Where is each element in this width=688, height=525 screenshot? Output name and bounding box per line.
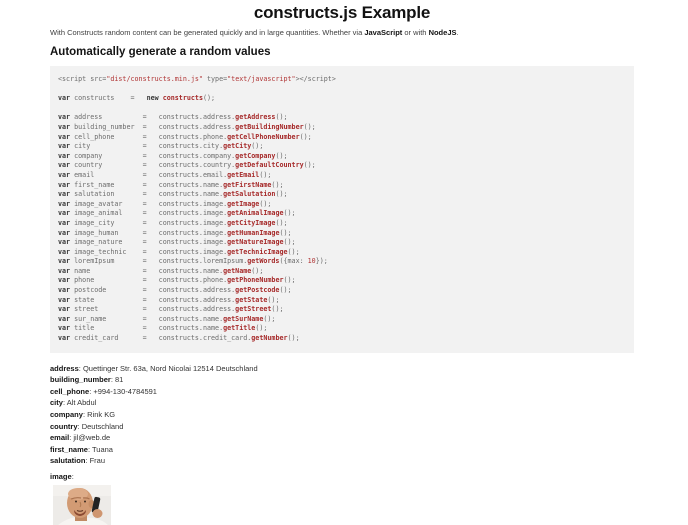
output-value: Rink KG bbox=[87, 410, 116, 419]
code-line: var building_number = constructs.address.getBuildingNumber(); bbox=[58, 122, 316, 131]
output-value: +994-130-4784591 bbox=[93, 386, 157, 396]
output-value: Quettinger Str. 63a, Nord Nicolai 12514 Deutschland bbox=[82, 363, 258, 373]
browser-page-body bbox=[0, 3, 688, 515]
intro-strong-nodejs: NodeJS bbox=[428, 28, 457, 37]
code-line: var image_human = constructs.image.getHumanImage(); bbox=[58, 228, 292, 237]
output-row: cell_phone: +994-130-4784591 bbox=[50, 386, 157, 396]
code-line: var first_name = constructs.name.getFirstName(); bbox=[58, 180, 284, 189]
code-line: var sur_name = constructs.name.getSurName(); bbox=[58, 314, 276, 323]
code-line: var city = constructs.city.getCity(); bbox=[58, 142, 264, 151]
output-row: address: Quettinger Str. 63a, Nord Nicolai 12514 Deutschland bbox=[50, 363, 258, 373]
constructs-example-page bbox=[50, 3, 634, 525]
code-line: var address = constructs.address.getAddress(); bbox=[58, 113, 288, 122]
result-image bbox=[53, 485, 111, 525]
intro-text bbox=[50, 28, 634, 37]
output-key: salutation bbox=[50, 456, 86, 466]
output-row: salutation: Frau bbox=[50, 456, 106, 466]
code-line: var street = constructs.address.getStreet(); bbox=[58, 305, 284, 314]
output-value: Alt Abdul bbox=[66, 398, 97, 408]
output-row: email: jil@web.de bbox=[50, 433, 111, 443]
output-row: building_number: 81 bbox=[50, 375, 124, 385]
output-key: address bbox=[50, 363, 79, 373]
output-key: email bbox=[50, 433, 70, 443]
output-key: company bbox=[50, 410, 83, 419]
intro-strong-javascript: JavaScript bbox=[364, 28, 403, 37]
portrait-photo bbox=[53, 485, 111, 525]
code-line: var email = constructs.email.getEmail(); bbox=[58, 170, 272, 179]
code-line: var title = constructs.name.getTitle(); bbox=[58, 324, 268, 333]
output-row: first_name: Tuana bbox=[50, 444, 113, 454]
code-line: var image_technic = constructs.image.getTechnicImage(); bbox=[58, 247, 300, 256]
output-key: first_name bbox=[50, 444, 88, 454]
code-line: <script src="dist/constructs.min.js" type="text/javascript"></script> bbox=[58, 75, 336, 83]
output-key: city bbox=[50, 398, 63, 408]
output-value: jil@web.de bbox=[73, 433, 111, 443]
output-row: city: Alt Abdul bbox=[50, 398, 97, 408]
output-value: Frau bbox=[89, 456, 106, 466]
output-key: country bbox=[50, 421, 78, 431]
code-line: var constructs = new constructs(); bbox=[58, 94, 216, 103]
intro-text-2: or with bbox=[402, 28, 429, 37]
output-key: building_number bbox=[50, 375, 111, 385]
intro-text-1: With Constructs random content can be generated quickly and in large quantities. Whether via bbox=[50, 28, 365, 37]
code-line: var image_nature = constructs.image.getNatureImage(); bbox=[58, 238, 296, 247]
code-line: var image_avatar = constructs.image.getImage(); bbox=[58, 199, 272, 208]
code-line: var postcode = constructs.address.getPostcode(); bbox=[58, 286, 292, 295]
code-block bbox=[50, 66, 634, 353]
code-line: var state = constructs.address.getState(); bbox=[58, 295, 280, 304]
code-line: var image_animal = constructs.image.getAnimalImage(); bbox=[58, 209, 296, 218]
code-line: var loremIpsum = constructs.loremIpsum.getWords({max: 10}); bbox=[58, 257, 328, 266]
code-line: var credit_card = constructs.credit_card.getNumber(); bbox=[58, 334, 300, 343]
code-line: var cell_phone = constructs.phone.getCellPhoneNumber(); bbox=[58, 132, 312, 141]
code-line: var salutation = constructs.name.getSalutation(); bbox=[58, 190, 288, 199]
code-line: var phone = constructs.phone.getPhoneNumber(); bbox=[58, 276, 296, 285]
output-row: country: Deutschland bbox=[50, 421, 124, 431]
output-value: Tuana bbox=[91, 444, 113, 454]
section-heading: Automatically generate a random values bbox=[50, 46, 271, 58]
page-title: constructs.js Example bbox=[253, 3, 431, 22]
code-line: var country = constructs.country.getDefaultCountry(); bbox=[58, 161, 316, 170]
output-row: company: Rink KG bbox=[50, 410, 116, 419]
intro-text-3: . bbox=[456, 28, 459, 37]
output-key: cell_phone bbox=[50, 386, 90, 396]
code-line: var company = constructs.company.getCompany(); bbox=[58, 151, 288, 160]
output-value: Deutschland bbox=[81, 421, 124, 431]
code-line: var image_city = constructs.image.getCityImage(); bbox=[58, 218, 288, 227]
output-image-label: image: bbox=[50, 471, 74, 481]
output-values-list bbox=[50, 363, 634, 467]
output-value: 81 bbox=[115, 375, 124, 385]
code-line: var name = constructs.name.getName(); bbox=[58, 266, 264, 275]
output-image-key: image bbox=[50, 471, 72, 481]
